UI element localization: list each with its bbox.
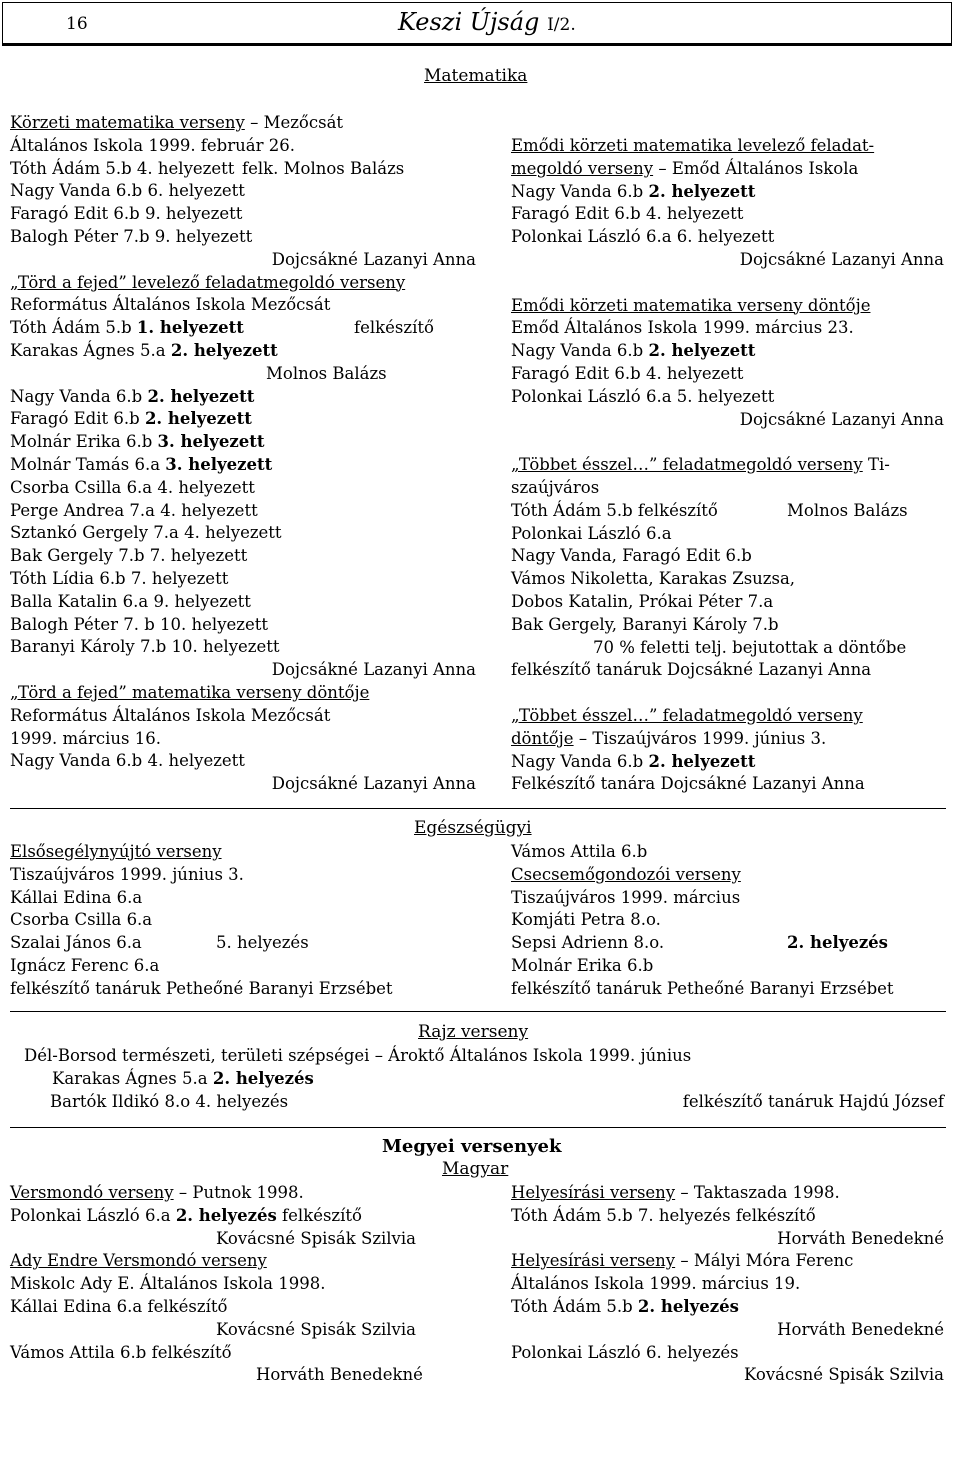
line-text: Tóth Ádám 5.b <box>10 318 137 338</box>
text-line <box>10 591 476 614</box>
line-text: Karakas Ágnes 5.a <box>10 340 171 360</box>
tabbed-text: Molnos Balázs <box>787 500 908 520</box>
tabbed-text: felk. Molnos Balázs <box>242 158 405 178</box>
placement: 3. helyezett <box>157 432 265 452</box>
text-line <box>511 295 944 318</box>
text-line <box>511 864 944 887</box>
text-line <box>511 477 944 500</box>
line-text: Polonkai László 6. helyezés <box>511 1342 739 1362</box>
text-line <box>10 1205 476 1228</box>
text-line <box>511 181 944 204</box>
section-title-matematika: Matematika <box>424 66 528 86</box>
placement: 2. helyezés <box>787 933 888 953</box>
competition-title: Emődi körzeti matematika verseny döntője <box>511 295 871 315</box>
text-line <box>511 409 944 432</box>
teacher-name: Dojcsákné Lazanyi Anna <box>739 249 944 269</box>
line-text: Szalai János 6.a <box>10 933 142 953</box>
text-line <box>10 112 476 135</box>
line-text: Vámos Attila 6.b <box>511 842 648 861</box>
line-text: Felkészítő tanára Dojcsákné Lazanyi Anna <box>511 774 865 794</box>
text-line <box>10 294 476 317</box>
competition-title: „Többet ésszel…” feladatmegoldó verseny <box>511 705 863 725</box>
line-text: felkészítő tanáruk Petheőné Baranyi Erzsébet <box>511 978 894 998</box>
page-number: 16 <box>66 14 88 34</box>
line-text: Tiszaújváros 1999. március <box>511 887 741 907</box>
line-text: – Emőd Általános Iskola <box>653 158 859 178</box>
line-text: Molnár Erika 6.b <box>511 955 654 975</box>
text-line <box>10 1273 476 1296</box>
text-line <box>10 841 476 864</box>
line-text: Polonkai László 6.a 5. helyezett <box>511 386 775 406</box>
line-text: Molnár Erika 6.b <box>10 432 158 452</box>
rajz-line <box>24 1068 944 1091</box>
placement: 2. helyezett <box>648 751 756 771</box>
section-subtitle-magyar: Magyar <box>442 1159 509 1179</box>
line-text: Nagy Vanda 6.b 4. helyezett <box>10 751 245 771</box>
line-text: Vámos Nikoletta, Karakas Zsuzsa, <box>511 569 796 589</box>
text-line <box>10 659 476 682</box>
line-text: Faragó Edit 6.b <box>10 409 145 429</box>
section-title-megyei: Megyei versenyek <box>382 1136 562 1157</box>
text-line <box>511 523 944 546</box>
text-line <box>10 363 476 386</box>
text-line <box>511 773 944 796</box>
line-text: felkészítő tanáruk Petheőné Baranyi Erzsébet <box>10 978 393 998</box>
text-line <box>10 500 476 523</box>
line-text: – Mezőcsát <box>244 113 344 132</box>
text-line <box>511 614 944 637</box>
text-line <box>511 340 944 363</box>
text-line <box>10 545 476 568</box>
text-line <box>10 773 476 796</box>
text-line <box>10 340 476 363</box>
issue-number: I/2. <box>547 15 576 35</box>
text-line <box>10 249 476 272</box>
text-line <box>511 659 944 682</box>
text-line <box>511 728 944 751</box>
rajz-teacher: felkészítő tanáruk Hajdú József <box>682 1091 944 1111</box>
text-line <box>511 386 944 409</box>
line-text: Nagy Vanda 6.b 6. helyezett <box>10 181 245 201</box>
text-line <box>10 864 476 887</box>
teacher-name: Kovácsné Spisák Szilvia <box>744 1365 944 1385</box>
line-text: Faragó Edit 6.b 4. helyezett <box>511 204 744 224</box>
text-line <box>511 909 944 932</box>
matematika-right-column <box>511 135 944 796</box>
text-line <box>511 841 944 864</box>
line-text: Kállai Edina 6.a felkészítő <box>10 1296 228 1316</box>
text-line <box>10 978 476 1001</box>
line-text: Polonkai László 6.a <box>511 523 672 543</box>
placement: 2. helyezett <box>648 341 756 361</box>
competition-title: Körzeti matematika verseny <box>10 113 245 132</box>
text-line <box>10 1296 476 1319</box>
text-line <box>511 158 944 181</box>
text-line <box>511 978 944 1001</box>
line-text: Nagy Vanda 6.b <box>10 386 148 406</box>
line-text: Emőd Általános Iskola 1999. március 23. <box>511 318 854 338</box>
line-text: Nagy Vanda 6.b <box>511 341 649 361</box>
text-line <box>511 203 944 226</box>
line-text: Nagy Vanda, Faragó Edit 6.b <box>511 546 752 566</box>
teacher-name: Dojcsákné Lazanyi Anna <box>271 249 476 269</box>
line-text: Általános Iskola 1999. február 26. <box>10 135 295 155</box>
text-line <box>10 932 476 955</box>
line-text: Faragó Edit 6.b 9. helyezett <box>10 204 243 224</box>
placement: 2. helyezett <box>144 409 252 429</box>
text-line <box>10 1319 476 1342</box>
line-text: felkészítő <box>276 1205 362 1225</box>
competition-title: Helyesírási verseny <box>511 1183 676 1202</box>
text-line <box>511 1364 944 1387</box>
text-line <box>511 705 944 728</box>
text-line <box>10 705 476 728</box>
text-line <box>10 454 476 477</box>
tabbed-text: Kovácsné Spisák Szilvia <box>216 1228 416 1248</box>
tabbed-text: felkészítő <box>354 318 434 338</box>
line-text: Ti- <box>862 455 890 475</box>
text-line <box>10 614 476 637</box>
text-line <box>511 135 944 158</box>
line-text: Bak Gergely 7.b 7. helyezett <box>10 546 248 566</box>
section-title-egeszsegugyi: Egészségügyi <box>414 818 532 838</box>
text-line <box>10 750 476 773</box>
text-line <box>10 272 476 295</box>
text-line <box>10 431 476 454</box>
line-text: Komjáti Petra 8.o. <box>511 910 661 930</box>
rajz-placement: 2. helyezés <box>212 1068 314 1088</box>
line-text: Tóth Ádám 5.b 4. helyezett <box>10 158 235 178</box>
text-line <box>10 728 476 751</box>
megyei-right-column <box>511 1182 944 1387</box>
text-line <box>10 682 476 705</box>
megyei-left-column <box>10 1182 476 1387</box>
line-text: Sztankó Gergely 7.a 4. helyezett <box>10 523 282 543</box>
text-line <box>10 1364 476 1387</box>
line-text: Kállai Edina 6.a <box>10 887 143 907</box>
line-text: Tóth Ádám 5.b felkészítő <box>511 500 718 520</box>
text-line <box>511 751 944 774</box>
tabbed-text: Kovácsné Spisák Szilvia <box>216 1319 416 1339</box>
competition-title: Versmondó verseny <box>10 1183 174 1202</box>
competition-title: megoldó verseny <box>511 158 654 178</box>
line-text: Tiszaújváros 1999. június 3. <box>10 864 244 884</box>
rajz-student: Bartók Ildikó 8.o 4. helyezés <box>50 1091 289 1111</box>
text-line <box>511 591 944 614</box>
teacher-name: Horváth Benedekné <box>777 1228 944 1248</box>
tabbed-text: 5. helyezés <box>216 933 309 953</box>
text-line <box>511 226 944 249</box>
section-divider <box>10 1127 946 1128</box>
competition-title: Elsősegélynyújtó verseny <box>10 842 222 861</box>
line-text: – Tiszaújváros 1999. június 3. <box>573 728 827 748</box>
competition-title: „Többet ésszel…” feladatmegoldó verseny <box>511 455 863 475</box>
line-text: Faragó Edit 6.b 4. helyezett <box>511 363 744 383</box>
header-divider <box>2 44 952 46</box>
rajz-block <box>24 1045 944 1113</box>
line-text: 1999. március 16. <box>10 728 161 748</box>
line-text: – Mályi Móra Ferenc <box>675 1251 854 1271</box>
egeszsegugyi-right-column <box>511 841 944 1001</box>
line-text: felkészítő tanáruk Dojcsákné Lazanyi Anna <box>511 660 872 680</box>
text-line <box>10 1228 476 1251</box>
matematika-left-column <box>10 112 476 796</box>
competition-title: Csecsemőgondozói verseny <box>511 864 741 884</box>
line-text: Baranyi Károly 7.b 10. helyezett <box>10 637 280 657</box>
text-line <box>10 203 476 226</box>
line-text: Vámos Attila 6.b felkészítő <box>10 1342 232 1362</box>
text-line <box>10 887 476 910</box>
text-line <box>10 1182 476 1205</box>
line-text: Ignácz Ferenc 6.a <box>10 955 160 975</box>
placement: 3. helyezett <box>165 454 273 474</box>
text-line <box>511 1250 944 1273</box>
rajz-line <box>24 1091 944 1114</box>
text-line <box>10 317 476 340</box>
tabbed-text: Horváth Benedekné <box>256 1365 423 1385</box>
text-line <box>511 1228 944 1251</box>
text-line <box>10 408 476 431</box>
text-line <box>511 249 944 272</box>
tabbed-text: Molnos Balázs <box>266 363 387 383</box>
text-line <box>511 317 944 340</box>
line-text: Polonkai László 6.a <box>10 1205 176 1225</box>
line-text: Balogh Péter 7.b 9. helyezett <box>10 226 253 246</box>
text-line <box>10 568 476 591</box>
section-title-rajz: Rajz verseny <box>418 1022 529 1042</box>
line-text: Tóth Ádám 5.b 7. helyezés felkészítő <box>511 1205 816 1225</box>
line-text: Miskolc Ady E. Általános Iskola 1998. <box>10 1274 326 1294</box>
line-text: Református Általános Iskola Mezőcsát <box>10 295 331 315</box>
text-line <box>10 955 476 978</box>
competition-title: „Törd a fejed” matematika verseny döntője <box>10 682 370 702</box>
text-line <box>10 477 476 500</box>
text-line <box>511 431 944 454</box>
line-text: – Taktaszada 1998. <box>675 1183 840 1202</box>
text-line <box>511 363 944 386</box>
competition-title: Emődi körzeti matematika levelező feladat- <box>511 136 875 155</box>
rajz-student: Karakas Ágnes 5.a <box>52 1068 213 1088</box>
placement: 2. helyezett <box>170 340 278 360</box>
teacher-name: Dojcsákné Lazanyi Anna <box>271 660 476 680</box>
text-line <box>511 955 944 978</box>
line-text: Molnár Tamás 6.a <box>10 454 166 474</box>
text-line <box>511 1319 944 1342</box>
text-line <box>511 545 944 568</box>
text-line <box>511 637 944 660</box>
text-line <box>511 1296 944 1319</box>
line-text: Nagy Vanda 6.b <box>511 181 649 201</box>
section-divider <box>10 1011 946 1012</box>
line-text: Nagy Vanda 6.b <box>511 751 649 771</box>
line-text: Tóth Lídia 6.b 7. helyezett <box>10 568 229 588</box>
text-line <box>511 932 944 955</box>
line-text: Általános Iskola 1999. március 19. <box>511 1274 801 1294</box>
line-text: Csorba Csilla 6.a <box>10 910 153 930</box>
text-line <box>511 1273 944 1296</box>
line-text: Balogh Péter 7. b 10. helyezett <box>10 614 269 634</box>
line-text: – Putnok 1998. <box>173 1183 304 1202</box>
text-line <box>10 636 476 659</box>
text-line <box>511 568 944 591</box>
teacher-name: Dojcsákné Lazanyi Anna <box>271 774 476 794</box>
text-line <box>511 454 944 477</box>
text-line <box>511 1205 944 1228</box>
competition-title: Ady Endre Versmondó verseny <box>10 1251 267 1271</box>
teacher-name: Horváth Benedekné <box>777 1319 944 1339</box>
placement: 2. helyezett <box>648 181 756 201</box>
line-text: Református Általános Iskola Mezőcsát <box>10 705 331 725</box>
teacher-name: Dojcsákné Lazanyi Anna <box>739 409 944 429</box>
line-text: Polonkai László 6.a 6. helyezett <box>511 227 775 247</box>
newspaper-name: Keszi Újság <box>398 8 540 36</box>
placement: 2. helyezés <box>175 1205 277 1225</box>
text-line <box>511 1182 944 1205</box>
rajz-line: Dél-Borsod természeti, területi szépségei – Ároktő Általános Iskola 1999. június <box>24 1046 692 1065</box>
competition-title: „Törd a fejed” levelező feladatmegoldó verseny <box>10 272 406 292</box>
line-text: Sepsi Adrienn 8.o. <box>511 933 665 953</box>
section-divider <box>10 808 946 809</box>
tabbed-text: 70 % feletti telj. bejutottak a döntőbe <box>593 637 907 657</box>
line-text: Bak Gergely, Baranyi Károly 7.b <box>511 614 779 634</box>
text-line <box>511 500 944 523</box>
competition-title: döntője <box>511 728 574 748</box>
placement: 1. helyezett <box>136 318 244 338</box>
egeszsegugyi-left-column <box>10 841 476 1001</box>
line-text: Tóth Ádám 5.b <box>511 1296 638 1316</box>
text-line <box>10 522 476 545</box>
placement: 2. helyezett <box>147 386 255 406</box>
placement: 2. helyezés <box>637 1296 739 1316</box>
text-line <box>511 887 944 910</box>
text-line <box>10 909 476 932</box>
text-line <box>511 272 944 295</box>
newspaper-title <box>398 8 576 36</box>
text-line <box>10 386 476 409</box>
line-text: Dobos Katalin, Prókai Péter 7.a <box>511 591 774 611</box>
line-text: Perge Andrea 7.a 4. helyezett <box>10 500 258 520</box>
line-text: szaújváros <box>511 477 600 497</box>
line-text: Balla Katalin 6.a 9. helyezett <box>10 591 251 611</box>
text-line <box>10 226 476 249</box>
text-line <box>10 135 476 158</box>
line-text: Csorba Csilla 6.a 4. helyezett <box>10 477 255 497</box>
text-line <box>511 1342 944 1365</box>
text-line <box>10 1250 476 1273</box>
text-line <box>10 158 476 181</box>
competition-title: Helyesírási verseny <box>511 1251 676 1271</box>
text-line <box>511 682 944 705</box>
text-line <box>10 180 476 203</box>
text-line <box>10 1342 476 1365</box>
